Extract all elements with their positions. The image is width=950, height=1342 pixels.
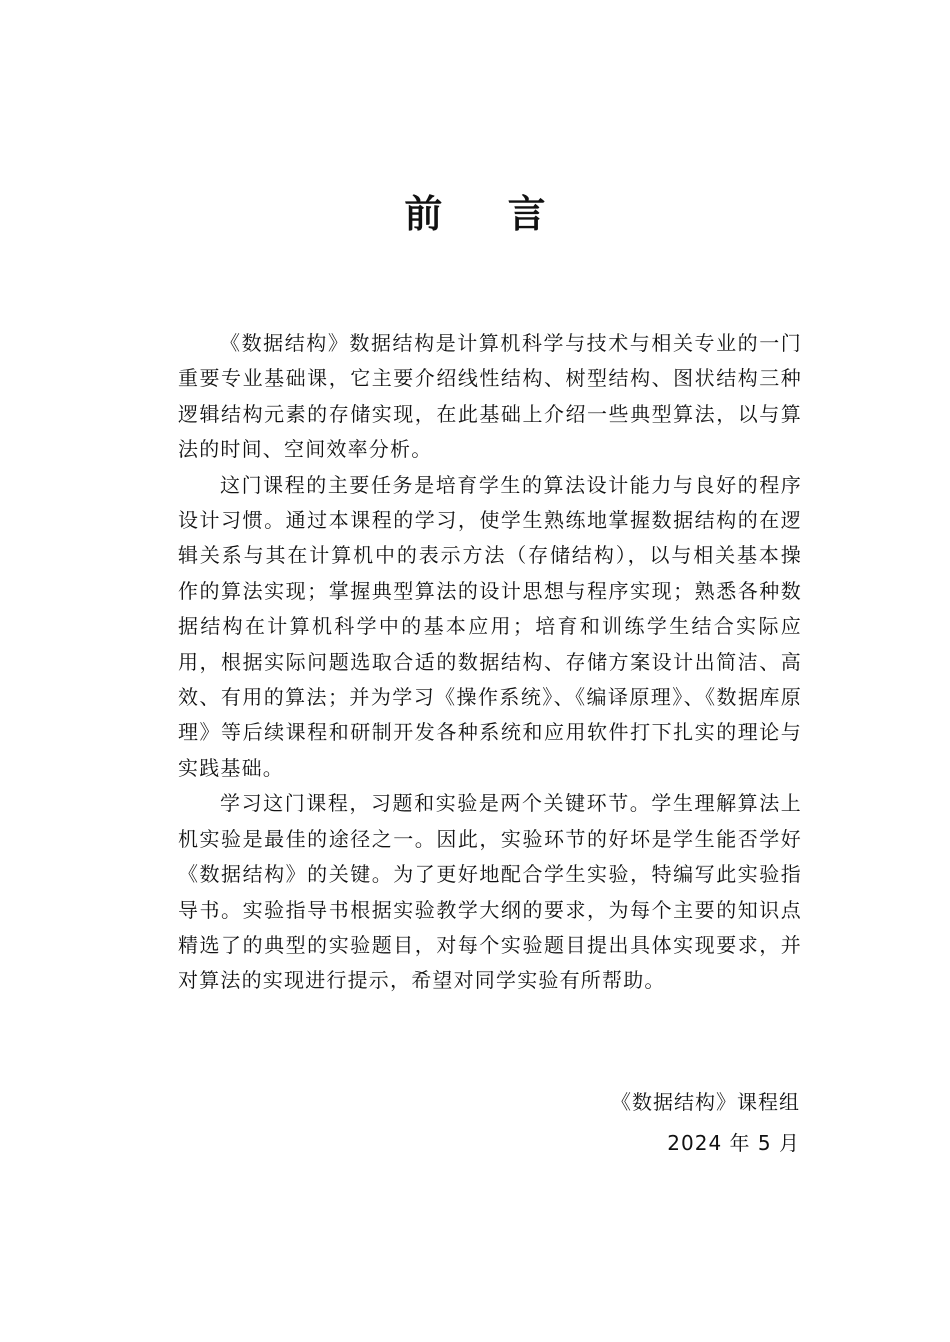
signature-block xyxy=(611,1084,800,1161)
page-title: 前 言 xyxy=(404,191,572,236)
signature-author: 《数据结构》课程组 xyxy=(611,1090,800,1114)
paragraph-2: 这门课程的主要任务是培育学生的算法设计能力与良好的程序设计习惯。通过本课程的学习，使学生熟练地掌握数据结构的在逻辑关系与其在计算机中的表示方法（存储结构），以与相关基本操作的算法实现；掌握典型算法的设计思想与程序实现；熟悉各种数据结构在计算机科学中的基本应用；培育和训练学生结合实际应用，根据实际问题选取合适的数据结构、存储方案设计出简洁、高效、有用的算法；并为学习《操作系统》、《编译原理》、《数据库原理》等后续课程和研制开发各种系统和应用软件打下扎实的理论与实践基础。 xyxy=(178,472,802,780)
body-text xyxy=(178,326,802,999)
paragraph-1: 《数据结构》数据结构是计算机科学与技术与相关专业的一门重要专业基础课，它主要介绍线性结构、树型结构、图状结构三种逻辑结构元素的存储实现，在此基础上介绍一些典型算法，以与算法的时间、空间效率分析。 xyxy=(178,331,802,462)
paragraph-3: 学习这门课程，习题和实验是两个关键环节。学生理解算法上机实验是最佳的途径之一。因此，实验环节的好坏是学生能否学好《数据结构》的关键。为了更好地配合学生实验，特编写此实验指导书。实验指导书根据实验教学大纲的要求，为每个主要的知识点精选了的典型的实验题目，对每个实验题目提出具体实现要求，并对算法的实现进行提示，希望对同学实验有所帮助。 xyxy=(178,791,802,993)
signature-date: 2024 年 5 月 xyxy=(667,1131,800,1155)
